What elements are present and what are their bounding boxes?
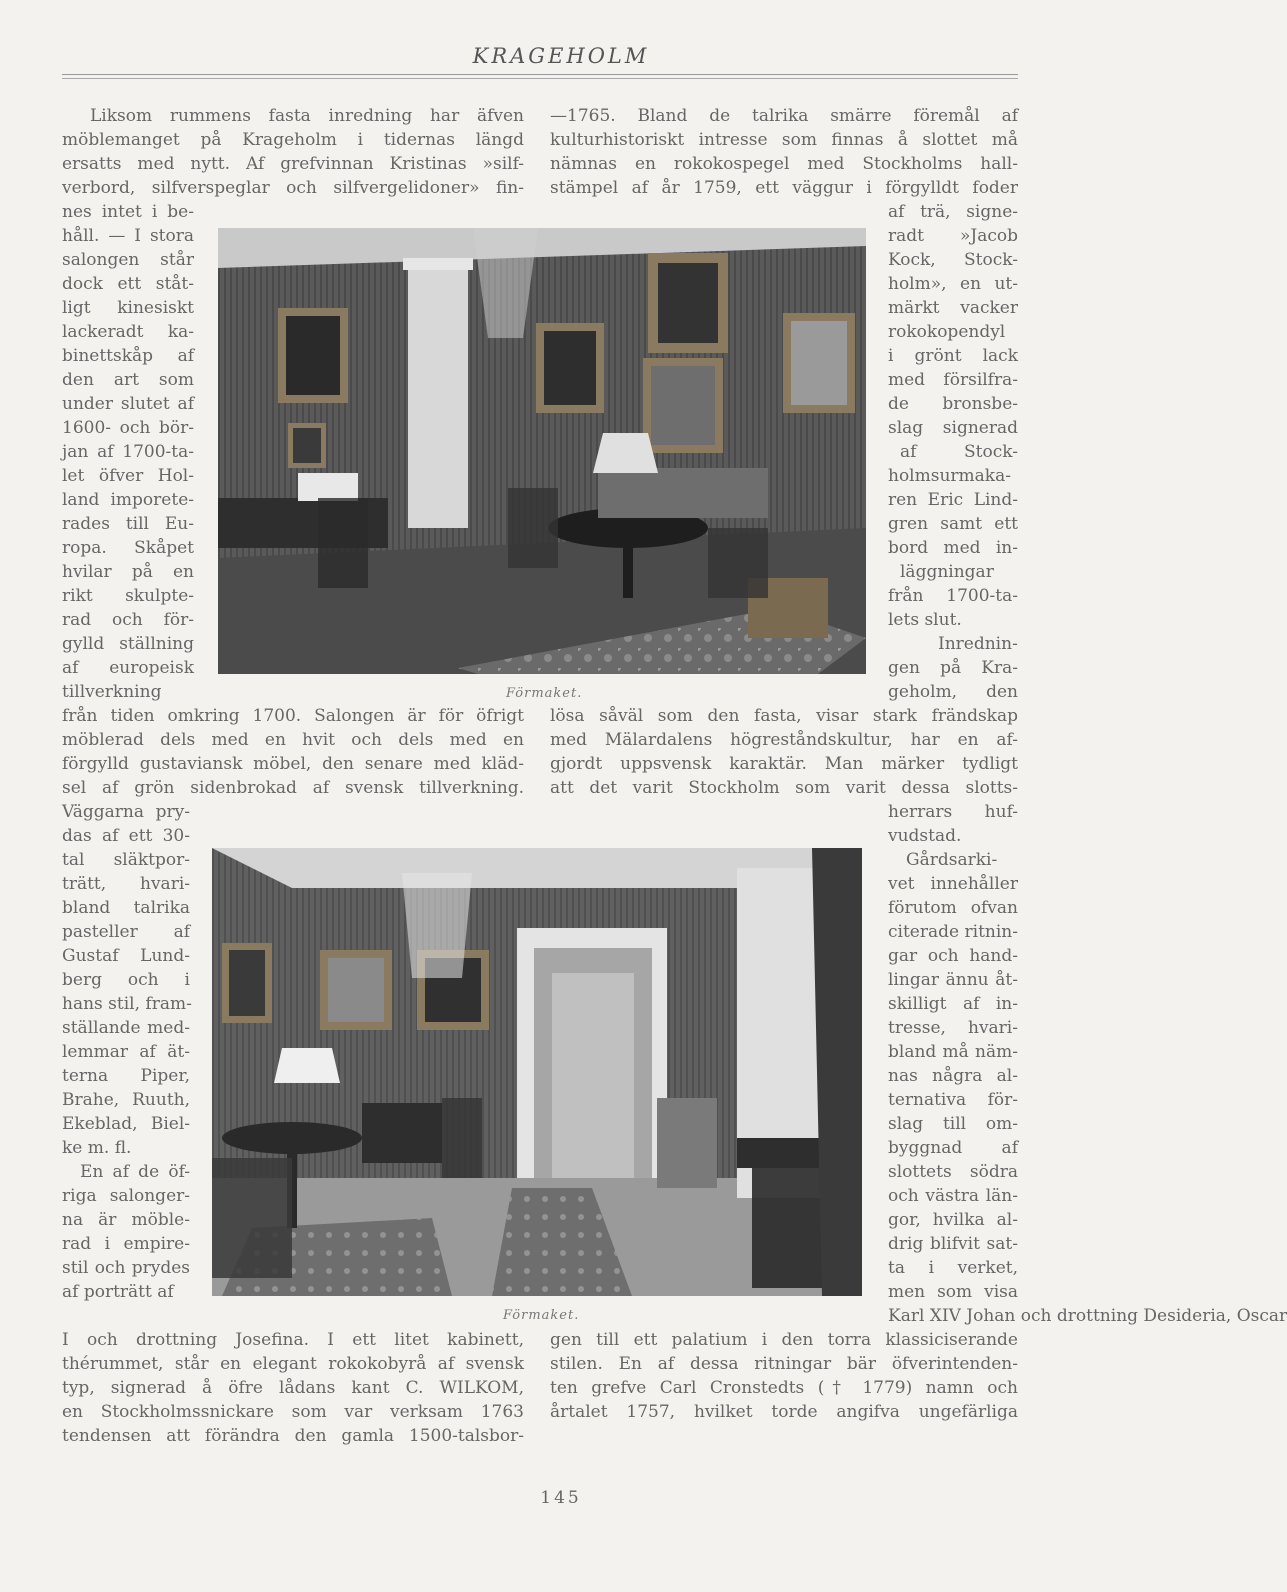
text-line: årtalet 1757, hvilket torde angifva ungefärliga	[550, 1402, 1018, 1422]
text-line: holmsurmaka-	[888, 466, 1011, 486]
text-line: lingar ännu åt-	[888, 970, 1018, 990]
text-line: skilligt af in-	[888, 994, 1018, 1014]
text-line: hans stil, fram-	[62, 994, 192, 1014]
text-line: bord med in-	[888, 538, 1018, 558]
text-line: nämnas en rokokospegel med Stockholms hall-	[550, 154, 1018, 174]
text-line: håll. — I stora	[62, 226, 194, 246]
text-line: gar och hand-	[888, 946, 1018, 966]
text-line: förutom ofvan	[888, 898, 1018, 918]
text-line: tillverkning	[62, 682, 162, 702]
text-line: sel af grön sidenbrokad af svensk tillverkning.	[62, 778, 524, 798]
text-line: thérummet, står en elegant rokokobyrå af svensk	[62, 1354, 524, 1374]
text-line: radt »Jacob	[888, 226, 1018, 246]
text-line: gylld ställning	[62, 634, 194, 654]
text-line: drig blifvit sat-	[888, 1234, 1018, 1254]
text-line: slag till om-	[888, 1114, 1018, 1134]
text-line: rokokopendyl	[888, 322, 1006, 342]
text-line: en Stockholmssnickare som var verksam 1763	[62, 1402, 524, 1422]
text-line: från 1700-ta-	[888, 586, 1018, 606]
text-line: typ, signerad å öfre lådans kant C. WILKOM,	[62, 1378, 524, 1398]
running-header: KRAGEHOLM	[472, 44, 650, 68]
text-line: citerade ritnin-	[888, 922, 1018, 942]
text-line: Liksom rummens fasta inredning har äfven	[90, 106, 524, 126]
text-line: bland må näm-	[888, 1042, 1018, 1062]
text-line: vudstad.	[888, 826, 962, 846]
text-line: af trä, signe-	[888, 202, 1018, 222]
text-line: gen till ett palatium i den torra klassiciserande	[550, 1330, 1018, 1350]
text-line: verbord, silfverspeglar och silfvergelidoner» fin-	[62, 178, 524, 198]
text-line: möblerad dels med en hvit och dels med en	[62, 730, 524, 750]
text-line: ligt kinesiskt	[62, 298, 194, 318]
text-line: vet innehåller	[888, 874, 1018, 894]
text-line: och västra län-	[888, 1186, 1018, 1206]
text-line: från tiden omkring 1700. Salongen är för öfrigt	[62, 706, 524, 726]
photo-formaket-room	[212, 848, 862, 1296]
header-rule-lower	[62, 78, 1018, 79]
text-line: jan af 1700-ta-	[62, 442, 194, 462]
text-line: Ekeblad, Biel-	[62, 1114, 190, 1134]
text-line: af europeisk	[62, 658, 194, 678]
text-line: af porträtt af	[62, 1282, 174, 1302]
text-line: tendensen att förändra den gamla 1500-talsbor-	[62, 1426, 524, 1446]
text-line: Gustaf Lund-	[62, 946, 190, 966]
text-line: hvilar på en	[62, 562, 194, 582]
text-line: läggningar	[900, 562, 994, 582]
text-line: Gårdsarki-	[906, 850, 998, 870]
text-line: den art som	[62, 370, 194, 390]
text-line: —1765. Bland de talrika smärre föremål af	[550, 106, 1018, 126]
page-number: 145	[540, 1488, 582, 1508]
text-line: men som visa	[888, 1282, 1018, 1302]
text-line: ren Eric Lind-	[888, 490, 1018, 510]
text-line: ta i verket,	[888, 1258, 1018, 1278]
text-line: ternativa för-	[888, 1090, 1018, 1110]
text-line: lemmar af ät-	[62, 1042, 190, 1062]
text-line: stilen. En af dessa ritningar bär öfverintenden-	[550, 1354, 1018, 1374]
text-line: tal släktpor-	[62, 850, 190, 870]
text-line: holm», en ut-	[888, 274, 1018, 294]
text-line: Kock, Stock-	[888, 250, 1018, 270]
text-line: rades till Eu-	[62, 514, 194, 534]
text-line: af Stock-	[900, 442, 1018, 462]
text-line: lackeradt ka-	[62, 322, 194, 342]
text-line: stämpel af år 1759, ett väggur i förgylldt foder	[550, 178, 1018, 198]
text-line: gjordt uppsvensk karaktär. Man märker tydligt	[550, 754, 1018, 774]
photo2-caption: Förmaket.	[503, 1308, 580, 1323]
text-line: ställande med-	[62, 1018, 190, 1038]
text-line: de bronsbe-	[888, 394, 1018, 414]
text-line: gren samt ett	[888, 514, 1018, 534]
text-line: land imporete-	[62, 490, 194, 510]
text-line: tresse, hvari-	[888, 1018, 1018, 1038]
text-line: slag signerad	[888, 418, 1018, 438]
text-line: Brahe, Ruuth,	[62, 1090, 190, 1110]
text-line: gor, hvilka al-	[888, 1210, 1018, 1230]
text-line: kulturhistoriskt intresse som finnas å slottet må	[550, 130, 1018, 150]
text-line: 1600- och bör-	[62, 418, 194, 438]
text-line: Inrednin-	[938, 634, 1018, 654]
header-rule	[62, 74, 1018, 75]
text-line: riga salonger-	[62, 1186, 190, 1206]
photo-formaket-salon	[218, 228, 866, 674]
text-line: slottets södra	[888, 1162, 1018, 1182]
text-line: stil och prydes	[62, 1258, 190, 1278]
text-line: i grönt lack	[888, 346, 1018, 366]
text-line: lösa såväl som den fasta, visar stark frändskap	[550, 706, 1018, 726]
text-line: bland talrika	[62, 898, 190, 918]
text-line: I och drottning Josefina. I ett litet kabinett,	[62, 1330, 524, 1350]
text-line: ropa. Skåpet	[62, 538, 194, 558]
text-line: under slutet af	[62, 394, 194, 414]
text-line: med Mälardalens högreståndskultur, har en af-	[550, 730, 1018, 750]
text-line: med försilfra-	[888, 370, 1018, 390]
text-line: trätt, hvari-	[62, 874, 190, 894]
text-line: möblemanget på Krageholm i tidernas längd	[62, 130, 524, 150]
text-line: Karl XIV Johan och drottning Desideria, Oscar	[888, 1306, 1287, 1326]
text-line: rikt skulpte-	[62, 586, 194, 606]
text-line: att det varit Stockholm som varit dessa slotts-	[550, 778, 1018, 798]
text-line: gen på Kra-	[888, 658, 1018, 678]
text-line: rad i empire-	[62, 1234, 190, 1254]
text-line: binettskåp af	[62, 346, 194, 366]
text-line: byggnad af	[888, 1138, 1018, 1158]
text-line: na är möble-	[62, 1210, 190, 1230]
text-line: ke m. fl.	[62, 1138, 132, 1158]
text-line: ersatts med nytt. Af grefvinnan Kristinas »silf-	[62, 154, 524, 174]
text-line: let öfver Hol-	[62, 466, 194, 486]
text-line: rad och för-	[62, 610, 194, 630]
photo1-caption: Förmaket.	[506, 686, 583, 701]
text-line: geholm, den	[888, 682, 1018, 702]
text-line: En af de öf-	[80, 1162, 190, 1182]
text-line: förgylld gustaviansk möbel, den senare med kläd-	[62, 754, 524, 774]
text-line: märkt vacker	[888, 298, 1018, 318]
text-line: lets slut.	[888, 610, 962, 630]
text-line: herrars huf-	[888, 802, 1018, 822]
text-line: pasteller af	[62, 922, 190, 942]
text-line: nas några al-	[888, 1066, 1018, 1086]
text-line: berg och i	[62, 970, 190, 990]
text-line: Väggarna pry-	[62, 802, 190, 822]
text-line: das af ett 30-	[62, 826, 190, 846]
text-line: nes intet i be-	[62, 202, 194, 222]
text-line: dock ett ståt-	[62, 274, 194, 294]
text-line: salongen står	[62, 250, 194, 270]
text-line: terna Piper,	[62, 1066, 190, 1086]
text-line: ten grefve Carl Cronstedts († 1779) namn och	[550, 1378, 1018, 1398]
